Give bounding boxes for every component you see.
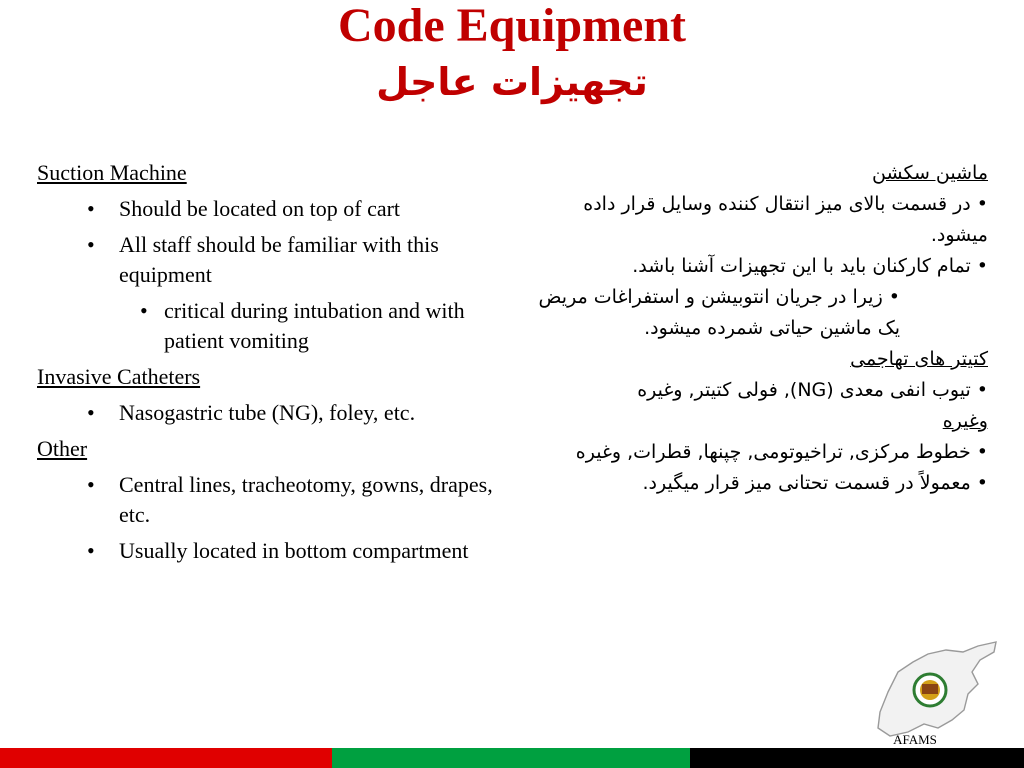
title-english: Code Equipment (337, 0, 687, 52)
section-heading-other: Other (37, 436, 88, 461)
bullet-suction-familiar: • All staff should be familiar with this equipment (37, 230, 497, 290)
section-heading-catheters: Invasive Catheters (37, 364, 201, 389)
dari-bullet-suction-location: • در قسمت بالای میز انتقال کننده وسایل قرار داده میشود. (583, 193, 988, 246)
dari-heading-other: وغیره (942, 410, 988, 432)
left-column-english (37, 158, 497, 572)
flag-color-bar (0, 748, 1024, 768)
bullet-other-location: • Usually located in bottom compartment (37, 536, 497, 566)
dari-bullet-catheters-ng: • تیوب انفی معدی (NG), فولی کتیتر, وغیره (637, 379, 988, 401)
bullet-suction-location: • Should be located on top of cart (37, 194, 497, 224)
afghanistan-map-emblem-icon (868, 632, 1000, 748)
afams-label: AFAMS (893, 732, 937, 747)
dari-bullet-other-location: • معمولاً در قسمت تحتانی میز قرار میگیرد. (642, 472, 988, 494)
sub-bullet-suction-critical: • critical during intubation and with patient vomiting (37, 296, 497, 356)
dari-sub-bullet-suction-critical: • زیرا در جریان انتوبیشن و استفراغات مریض یک ماشین حیاتی شمرده میشود. (538, 286, 900, 339)
bar-segment-black (690, 748, 1024, 768)
section-heading-suction: Suction Machine (37, 160, 187, 185)
bar-segment-red (0, 748, 332, 768)
dari-heading-suction: ماشین سکشن (872, 162, 988, 184)
bullet-other-lines: • Central lines, tracheotomy, gowns, drapes, etc. (37, 470, 497, 530)
dari-bullet-other-lines: • خطوط مرکزی, تراخیوتومی, چپنها, قطرات, وغیره (575, 441, 988, 463)
bullet-catheters-ng: • Nasogastric tube (NG), foley, etc. (37, 398, 497, 428)
bar-segment-green (332, 748, 690, 768)
dari-bullet-suction-familiar: • تمام کارکنان باید با این تجهیزات آشنا باشد. (632, 255, 988, 277)
dari-heading-catheters: کتیتر های تهاجمی (850, 348, 988, 370)
title-dari: تجهیزات عاجل (376, 60, 648, 104)
right-column-dari (522, 158, 988, 499)
